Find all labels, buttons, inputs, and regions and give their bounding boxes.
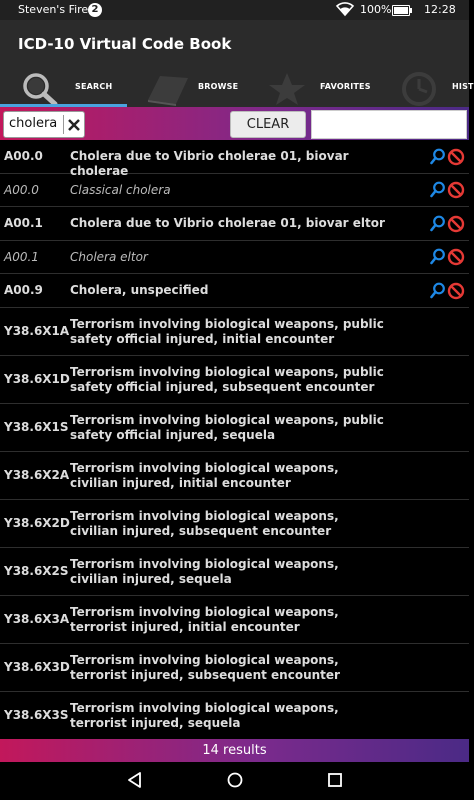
block-icon[interactable]: [447, 148, 465, 166]
tab-label: HIST: [452, 82, 474, 91]
clock-icon: [399, 72, 439, 106]
result-code: Y38.6X1D: [4, 372, 70, 386]
tab-label: FAVORITES: [320, 82, 371, 91]
block-icon[interactable]: [447, 215, 465, 233]
result-code: Y38.6X3A: [4, 612, 70, 626]
result-code: Y38.6X2D: [4, 516, 70, 530]
close-icon[interactable]: [66, 115, 82, 134]
result-row[interactable]: [0, 692, 469, 740]
clock-time: 12:28: [424, 3, 456, 16]
row-actions: [430, 215, 465, 234]
battery-icon: [392, 5, 410, 16]
tab-label: SEARCH: [75, 82, 113, 91]
result-description: Terrorism involving biological weapons, civilian injured, sequela: [70, 556, 339, 586]
tab-browse[interactable]: [128, 70, 254, 107]
result-row[interactable]: [0, 452, 469, 500]
search-icon[interactable]: [430, 181, 446, 199]
search-input[interactable]: [311, 110, 467, 139]
chip-divider: [63, 115, 64, 134]
search-icon[interactable]: [430, 148, 446, 166]
status-bar: [0, 0, 469, 20]
result-code: Y38.6X3D: [4, 660, 70, 674]
device-name: Steven's Fire: [18, 3, 89, 16]
result-description: Terrorism involving biological weapons, public safety official injured, sequela: [70, 412, 384, 442]
result-description: Cholera due to Vibrio cholerae 01, biovar eltor: [70, 216, 385, 230]
result-row[interactable]: [0, 308, 469, 356]
tab-history[interactable]: [383, 70, 474, 107]
result-code: Y38.6X1A: [4, 324, 70, 338]
app-title: ICD-10 Virtual Code Book: [18, 35, 232, 53]
clear-button[interactable]: CLEAR: [230, 111, 306, 138]
result-description: Classical cholera: [70, 182, 171, 197]
result-row[interactable]: [0, 356, 469, 404]
result-description: Terrorism involving biological weapons, terrorist injured, sequela: [70, 700, 339, 730]
result-description: Terrorism involving biological weapons, terrorist injured, initial encounter: [70, 604, 339, 634]
result-description: Terrorism involving biological weapons, public safety official injured, initial encounter: [70, 316, 384, 346]
results-count: 14 results: [0, 739, 469, 762]
result-code: Y38.6X2S: [4, 564, 69, 578]
magnifier-icon: [20, 72, 60, 106]
result-row[interactable]: [0, 596, 469, 644]
navigation-bar: [0, 762, 469, 800]
block-icon[interactable]: [447, 282, 465, 300]
result-row[interactable]: [0, 241, 469, 275]
result-description: Terrorism involving biological weapons, terrorist injured, subsequent encounter: [70, 652, 340, 682]
result-row[interactable]: [0, 174, 469, 208]
result-code: Y38.6X1S: [4, 420, 69, 434]
tab-label: BROWSE: [198, 82, 239, 91]
result-description: Terrorism involving biological weapons, civilian injured, subsequent encounter: [70, 508, 339, 538]
search-icon[interactable]: [430, 215, 446, 233]
result-row[interactable]: [0, 644, 469, 692]
battery-percent: 100%: [360, 3, 392, 16]
result-code: A00.9: [4, 283, 43, 298]
result-description: Terrorism involving biological weapons, public safety official injured, subsequent encounter: [70, 364, 384, 394]
result-code: A00.1: [4, 216, 43, 231]
block-icon[interactable]: [447, 181, 465, 199]
result-row[interactable]: [0, 404, 469, 452]
result-row[interactable]: [0, 500, 469, 548]
result-code: A00.1: [4, 249, 39, 264]
result-row[interactable]: [0, 207, 469, 241]
result-code: Y38.6X3S: [4, 708, 69, 722]
row-actions: [430, 248, 465, 267]
row-actions: [430, 181, 465, 200]
tab-favorites[interactable]: [255, 70, 382, 107]
notification-badge: 2: [88, 3, 102, 17]
result-description: Cholera, unspecified: [70, 283, 209, 297]
result-description: Cholera due to Vibrio cholerae 01, biovar cholerae: [70, 149, 349, 178]
search-icon[interactable]: [430, 248, 446, 266]
recents-icon[interactable]: [326, 771, 344, 789]
result-code: A00.0: [4, 149, 43, 164]
result-code: A00.0: [4, 182, 39, 197]
search-term: cholera: [9, 116, 58, 131]
result-description: Cholera eltor: [70, 249, 148, 264]
back-icon[interactable]: [126, 771, 144, 789]
home-icon[interactable]: [226, 771, 244, 789]
results-list: [0, 140, 469, 738]
search-term-chip[interactable]: [3, 111, 85, 138]
search-bar: [0, 107, 469, 140]
tab-search[interactable]: [0, 70, 127, 107]
result-code: Y38.6X2A: [4, 468, 70, 482]
wifi-icon: [336, 2, 354, 17]
row-actions: [430, 282, 465, 301]
block-icon[interactable]: [447, 248, 465, 266]
book-icon: [142, 72, 192, 106]
tab-bar: [0, 70, 474, 107]
result-row[interactable]: [0, 140, 469, 178]
result-description: Terrorism involving biological weapons, civilian injured, initial encounter: [70, 460, 339, 490]
star-icon: [267, 72, 307, 106]
app-bar: [0, 20, 469, 70]
search-icon[interactable]: [430, 282, 446, 300]
result-row[interactable]: [0, 548, 469, 596]
result-row[interactable]: [0, 274, 469, 308]
row-actions: [430, 148, 465, 167]
